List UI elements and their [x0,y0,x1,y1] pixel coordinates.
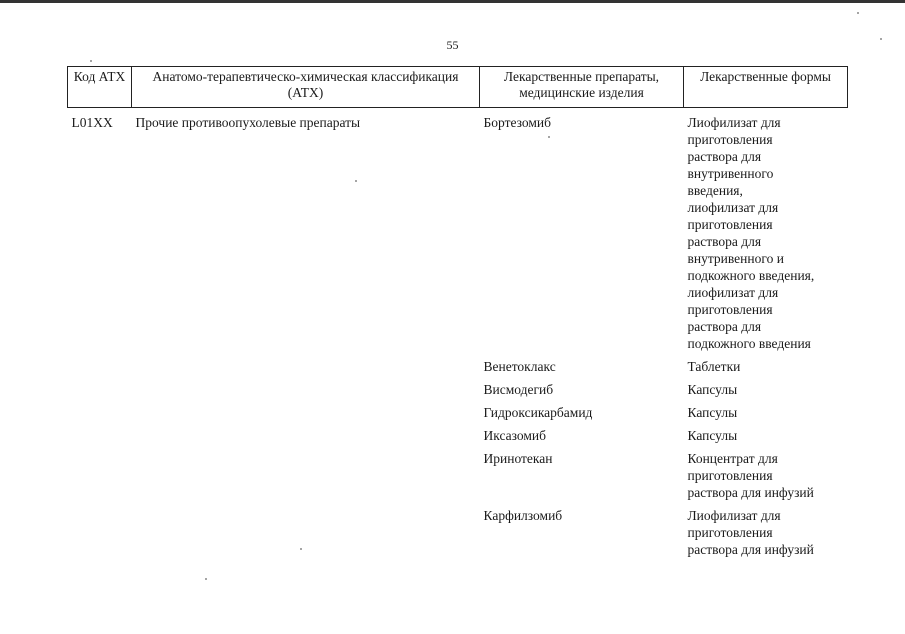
atx-classification-cell [132,421,480,444]
dosage-form-line: введения, [687,183,743,198]
scan-speck [300,548,302,550]
atx-classification-cell: Прочие противоопухолевые препараты [135,115,361,130]
dosage-form-cell [684,421,848,444]
dosage-form-line: внутривенного [687,166,774,181]
table-row [68,398,848,421]
dosage-form-line: Лиофилизат для [687,508,781,523]
atx-code-cell [68,421,132,444]
atx-code-cell [68,352,132,375]
dosage-form-line: Капсулы [687,428,738,443]
scan-speck [205,578,207,580]
atx-code-cell [68,398,132,421]
dosage-form-line: приготовления [687,302,773,317]
table-row [68,375,848,398]
atx-classification-cell [132,444,480,501]
dosage-form-line: лиофилизат для [687,285,779,300]
scan-speck [880,38,882,40]
page-top-edge [0,0,905,3]
table-row [68,108,848,353]
dosage-form-line: приготовления [687,217,773,232]
dosage-form-line: Лиофилизат для [687,115,781,130]
dosage-form-line: подкожного введения [687,336,811,351]
atx-classification-cell [132,375,480,398]
drug-name: Висмодегиб [483,382,554,397]
dosage-form-line: внутривенного и [687,251,784,266]
table-row [68,444,848,501]
atx-code-cell: L01XX [71,115,113,130]
dosage-form-line: раствора для инфузий [687,542,814,557]
dosage-form-line: раствора для [687,319,762,334]
dosage-form-line: подкожного введения, [687,268,815,283]
dosage-form-cell [684,108,848,353]
drug-name: Карфилзомиб [483,508,563,523]
dosage-form-line: раствора для [687,149,762,164]
dosage-form-line: Таблетки [687,359,741,374]
atx-classification-cell [132,352,480,375]
header-drugs: Лекарственные препараты, медицинские изделия [480,67,684,108]
header-code: Код АТХ [68,67,132,108]
dosage-form-line: приготовления [687,132,773,147]
dosage-form-line: раствора для инфузий [687,485,814,500]
dosage-form-line: Капсулы [687,382,738,397]
dosage-form-line: приготовления [687,525,773,540]
atx-code-cell [68,375,132,398]
dosage-form-cell [684,375,848,398]
dosage-form-line: Капсулы [687,405,738,420]
dosage-form-line: лиофилизат для [687,200,779,215]
drug-name: Гидроксикарбамид [483,405,593,420]
dosage-form-line: Концентрат для [687,451,778,466]
table-body [68,108,848,559]
table-row [68,501,848,558]
drug-name: Иринотекан [483,451,553,466]
scan-speck [355,180,357,182]
dosage-form-cell [684,398,848,421]
drug-name: Иксазомиб [483,428,547,443]
table-row [68,352,848,375]
atx-code-cell [68,501,132,558]
atx-table [67,66,848,558]
dosage-form-line: приготовления [687,468,773,483]
atx-code-cell [68,444,132,501]
scan-speck [857,12,859,14]
dosage-form-line: раствора для [687,234,762,249]
header-forms: Лекарственные формы [684,67,848,108]
drug-name: Бортезомиб [483,115,552,130]
scan-speck [548,136,550,138]
table-header-row [68,67,848,108]
header-classification: Анатомо-терапевтическо-химическая классификация (АТХ) [132,67,480,108]
table-row [68,421,848,444]
scan-speck [90,60,92,62]
page-number: 55 [446,38,459,52]
dosage-form-cell [684,501,848,558]
dosage-form-cell [684,444,848,501]
drug-name: Венетоклакс [483,359,556,374]
atx-classification-cell [132,501,480,558]
dosage-form-cell [684,352,848,375]
atx-classification-cell [132,398,480,421]
